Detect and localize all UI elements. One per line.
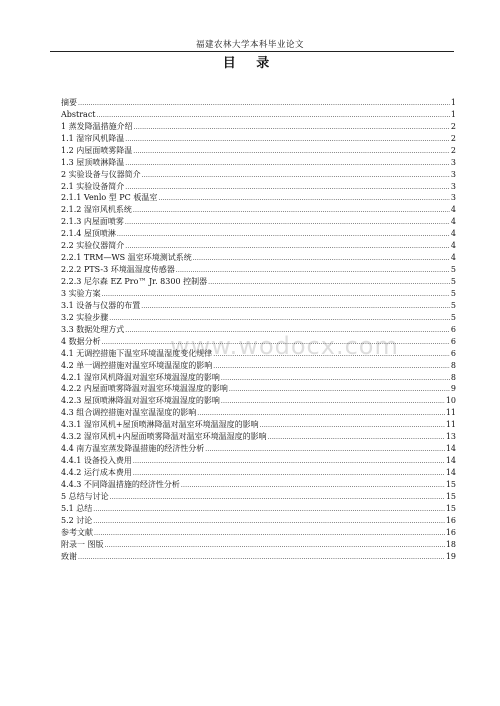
toc-entry-label: 1.3 屋顶喷淋降温: [61, 157, 125, 167]
toc-leader-dots: [125, 135, 450, 143]
toc-entry[interactable]: [61, 310, 456, 322]
toc-entry-page-number: 8: [450, 372, 456, 382]
toc-entry[interactable]: [61, 131, 456, 143]
toc-leader-dots: [229, 385, 450, 393]
toc-entry-page-number: 14: [445, 444, 456, 454]
toc-entry-page-number: 11: [445, 408, 456, 418]
toc-entry-page-number: 11: [445, 420, 456, 430]
toc-entry-page-number: 9: [450, 384, 456, 394]
toc-entry-label: 2.2.3 尼尔森 EZ Pro™ Jr. 8300 控制器: [61, 277, 208, 286]
toc-entry-page-number: 5: [450, 312, 456, 322]
page-title: 目 录: [222, 56, 278, 71]
toc-entry-page-number: 2: [450, 145, 456, 155]
toc-entry[interactable]: [61, 405, 456, 417]
toc-entry[interactable]: [61, 465, 456, 477]
toc-leader-dots: [176, 266, 450, 274]
toc-entry[interactable]: [61, 393, 456, 405]
toc-entry-label: 2.1 实验设备简介: [61, 181, 125, 191]
toc-entry[interactable]: [61, 191, 456, 203]
toc-entry-page-number: 19: [445, 551, 456, 561]
toc-entry-page-number: 18: [445, 539, 456, 549]
toc-entry-page-number: 5: [450, 265, 456, 275]
toc-entry-page-number: 4: [450, 229, 456, 239]
toc-entry[interactable]: [61, 370, 456, 382]
toc-leader-dots: [110, 493, 445, 501]
toc-entry[interactable]: [61, 334, 456, 346]
toc-entry-page-number: 2: [450, 121, 456, 131]
toc-leader-dots: [260, 421, 445, 429]
toc-entry-label: 2 实验设备与仪器简介: [61, 169, 141, 179]
toc-entry-page-number: 2: [450, 133, 456, 143]
toc-entry[interactable]: [61, 143, 456, 155]
toc-entry-label: 参考文献: [61, 527, 93, 537]
toc-leader-dots: [125, 218, 450, 226]
toc-entry-label: 3.1 设备与仪器的布置: [61, 300, 141, 310]
toc-entry-label: 4.3.1 湿帘风机+屋顶喷淋降温对温室环境温湿度的影响: [61, 420, 259, 430]
toc-leader-dots: [133, 147, 450, 155]
toc-entry-label: 5 总结与讨论: [61, 491, 109, 501]
toc-entry-label: 5.1 总结: [61, 503, 93, 513]
toc-entry[interactable]: [61, 179, 456, 191]
toc-entry[interactable]: [61, 441, 456, 453]
toc-entry[interactable]: [61, 537, 456, 549]
toc-leader-dots: [208, 278, 450, 286]
toc-leader-dots: [181, 481, 445, 489]
toc-entry[interactable]: [61, 286, 456, 298]
toc-entry[interactable]: [61, 453, 456, 465]
toc-entry-label: 4.4 南方温室蒸发降温措施的经济性分析: [61, 444, 205, 454]
toc-entry-label: 3.2 实验步骤: [61, 312, 109, 322]
toc-entry-label: 1.2 内屋面喷雾降温: [61, 145, 133, 155]
toc-entry-label: 1.1 湿帘风机降温: [61, 133, 125, 143]
toc-leader-dots: [268, 433, 445, 441]
toc-entry-page-number: 3: [450, 169, 456, 179]
toc-entry-page-number: 4: [450, 253, 456, 263]
toc-entry-label: 2.1.3 内屋面喷雾: [61, 217, 124, 227]
toc-leader-dots: [93, 517, 445, 525]
toc-entry-label: 2.1.4 屋顶喷淋: [61, 229, 116, 239]
toc-entry-label: 3 实验方案: [61, 288, 101, 298]
toc-leader-dots: [125, 242, 450, 250]
toc-entry-page-number: 16: [445, 527, 456, 537]
toc-leader-dots: [133, 206, 450, 214]
toc-entry[interactable]: [61, 513, 456, 525]
toc-leader-dots: [133, 457, 445, 465]
toc-entry-label: 2.2.1 TRM—WS 温室环境测试系统: [61, 253, 192, 263]
toc-entry-page-number: 6: [450, 348, 456, 358]
toc-entry[interactable]: [61, 489, 456, 501]
toc-entry[interactable]: [61, 167, 456, 179]
toc-entry-label: 4.2.1 湿帘风机降温对温室环境温湿度的影响: [61, 372, 220, 382]
toc-entry[interactable]: [61, 346, 456, 358]
toc-leader-dots: [134, 123, 450, 131]
toc-entry[interactable]: [61, 274, 456, 286]
toc-leader-dots: [125, 326, 450, 334]
toc-leader-dots: [221, 397, 445, 405]
toc-entry[interactable]: [61, 250, 456, 262]
toc-leader-dots: [193, 254, 450, 262]
toc-leader-dots: [142, 171, 450, 179]
toc-entry-page-number: 3: [450, 193, 456, 203]
toc-entry-page-number: 6: [450, 324, 456, 334]
toc-entry-page-number: 4: [450, 241, 456, 251]
toc-entry[interactable]: [61, 262, 456, 274]
watermark: www.wodocx.com: [170, 332, 399, 360]
toc-leader-dots: [93, 505, 445, 513]
toc-entry[interactable]: [61, 238, 456, 250]
toc-entry-label: 5.2 讨论: [61, 515, 93, 525]
toc-leader-dots: [78, 99, 450, 107]
toc-entry-label: 3.3 数据处理方式: [61, 324, 125, 334]
toc-entry[interactable]: [61, 549, 456, 561]
toc-leader-dots: [213, 362, 450, 370]
toc-entry-page-number: 4: [450, 205, 456, 215]
toc-entry-page-number: 15: [445, 479, 456, 489]
toc-entry[interactable]: [61, 477, 456, 489]
toc-entry[interactable]: [61, 119, 456, 131]
toc-entry-page-number: 5: [450, 277, 456, 286]
toc-leader-dots: [133, 469, 445, 477]
toc-entry[interactable]: [61, 501, 456, 513]
toc-entry-page-number: 3: [450, 181, 456, 191]
toc-entry-label: 4 数据分析: [61, 336, 101, 346]
running-header: 福建农林大学本科毕业论文: [195, 40, 304, 50]
toc-leader-dots: [78, 553, 445, 561]
toc-leader-dots: [205, 445, 445, 453]
toc-entry[interactable]: [61, 322, 456, 334]
toc-entry-label: 2.2 实验仪器简介: [61, 241, 125, 251]
toc-entry-label: 附录一 图版: [61, 539, 104, 549]
toc-entry-page-number: 1: [450, 109, 456, 119]
toc-leader-dots: [102, 338, 450, 346]
toc-entry[interactable]: [61, 107, 456, 119]
toc-entry-label: Abstract: [61, 109, 96, 119]
toc-leader-dots: [94, 529, 445, 537]
toc-leader-dots: [97, 111, 450, 119]
toc-entry-page-number: 1: [450, 97, 456, 107]
toc-leader-dots: [221, 374, 450, 382]
toc-leader-dots: [109, 314, 450, 322]
toc-entry-label: 4.4.1 设备投入费用: [61, 456, 132, 466]
toc-entry-page-number: 8: [450, 360, 456, 370]
toc-entry-page-number: 15: [445, 503, 456, 513]
toc-entry-label: 致谢: [61, 551, 77, 561]
toc-entry-label: 4.3.2 湿帘风机+内屋面喷雾降温对温室环境温湿度的影响: [61, 432, 267, 442]
toc-entry[interactable]: [61, 95, 456, 107]
toc-entry[interactable]: [61, 155, 456, 167]
toc-entry-label: 4.3 组合调控措施对温室温湿度的影响: [61, 408, 197, 418]
toc-entry-page-number: 10: [445, 396, 456, 406]
toc-leader-dots: [125, 159, 450, 167]
toc-entry-label: 摘要: [61, 97, 77, 107]
toc-leader-dots: [141, 302, 450, 310]
toc-entry-label: 2.2.2 PTS-3 环境温湿度传感器: [61, 265, 175, 275]
toc-entry-page-number: 16: [445, 515, 456, 525]
toc-entry[interactable]: [61, 202, 456, 214]
toc-entry-page-number: 4: [450, 217, 456, 227]
toc-leader-dots: [213, 350, 450, 358]
toc-entry[interactable]: [61, 429, 456, 441]
toc-entry-page-number: 13: [445, 432, 456, 442]
toc-entry-page-number: 5: [450, 288, 456, 298]
toc-entry-label: 1 蒸发降温措施介绍: [61, 121, 133, 131]
toc-entry-page-number: 15: [445, 491, 456, 501]
toc-entry-label: 4.4.2 运行成本费用: [61, 468, 132, 477]
toc-entry[interactable]: [61, 298, 456, 310]
toc-entry-label: 4.2 单一调控措施对温室环境温湿度的影响: [61, 360, 213, 370]
toc-entry-page-number: 14: [445, 456, 456, 466]
toc-entry[interactable]: [61, 214, 456, 226]
toc-leader-dots: [117, 230, 450, 238]
toc-entry-label: 2.1.2 湿帘风机系统: [61, 205, 132, 215]
toc-entry[interactable]: [61, 358, 456, 370]
toc-leader-dots: [158, 194, 450, 202]
toc-entry-label: 4.2.2 内屋面喷雾降温对温室环境温湿度的影响: [61, 384, 228, 394]
table-of-contents: [61, 95, 456, 561]
toc-entry[interactable]: [61, 226, 456, 238]
toc-entry[interactable]: [61, 525, 456, 537]
toc-leader-dots: [125, 183, 450, 191]
toc-entry-page-number: 6: [450, 336, 456, 346]
toc-entry-label: 2.1.1 Venlo 型 PC 板温室: [61, 193, 158, 203]
toc-entry[interactable]: [61, 382, 456, 394]
toc-entry-page-number: 5: [450, 300, 456, 310]
toc-entry-label: 4.4.3 不同降温措施的经济性分析: [61, 479, 180, 489]
toc-leader-dots: [197, 409, 445, 417]
toc-entry-page-number: 3: [450, 157, 456, 167]
toc-entry-page-number: 14: [445, 468, 456, 477]
toc-entry-label: 4.1 无调控措施下温室环境温湿度变化规律: [61, 348, 213, 358]
toc-leader-dots: [102, 290, 450, 298]
toc-entry[interactable]: [61, 417, 456, 429]
toc-entry-label: 4.2.3 屋顶喷淋降温对温室环境温湿度的影响: [61, 396, 220, 406]
toc-leader-dots: [105, 541, 445, 549]
